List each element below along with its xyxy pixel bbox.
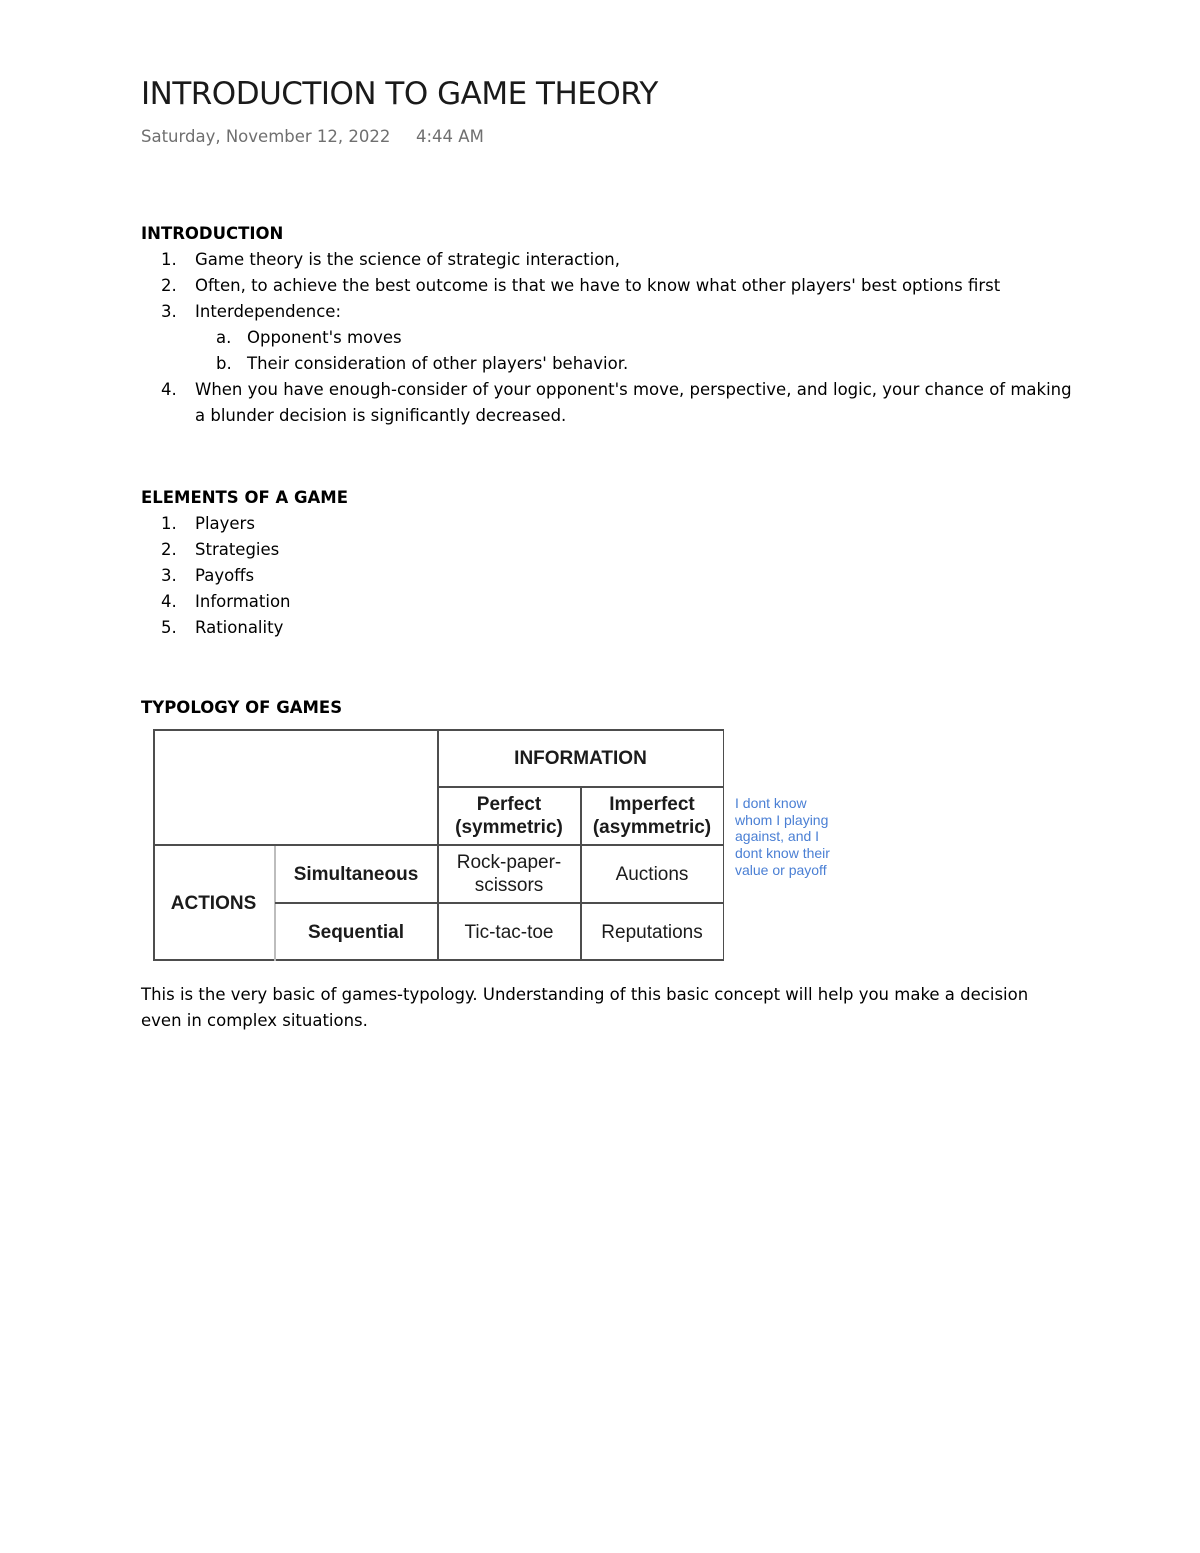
typology-heading: TYPOLOGY OF GAMES [141, 698, 343, 717]
list-number: 4. [161, 592, 177, 611]
interdependence-sublist [195, 325, 1081, 377]
header-imperfect: Imperfect (asymmetric) [592, 794, 712, 838]
list-item [141, 377, 1081, 429]
list-item [141, 273, 1081, 299]
summary-paragraph [141, 982, 1041, 1034]
header-information: INFORMATION [514, 747, 647, 769]
list-item [141, 589, 1081, 615]
list-number: 3. [161, 566, 177, 585]
header-perfect: Perfect (symmetric) [455, 794, 563, 838]
sublist-letter: a. [216, 328, 232, 347]
list-item-text: Payoffs [195, 566, 255, 585]
sublist-item-text: Opponent's moves [247, 328, 402, 347]
cell-auctions: Auctions [615, 863, 689, 885]
cell-rock-paper-scissors: Rock-paper-scissors [456, 852, 562, 896]
page-title: INTRODUCTION TO GAME THEORY [141, 76, 658, 112]
list-number: 4. [161, 380, 177, 399]
introduction-heading: INTRODUCTION [141, 224, 284, 243]
list-item [141, 299, 1081, 377]
list-item-text: Interdependence: [195, 302, 342, 321]
sublist-letter: b. [216, 354, 232, 373]
list-item-text: Strategies [195, 540, 280, 559]
list-item [141, 537, 1081, 563]
typology-table [153, 729, 724, 961]
page-time: 4:44 AM [416, 127, 484, 146]
cell-tic-tac-toe: Tic-tac-toe [464, 921, 554, 943]
sublist-item [195, 325, 1081, 351]
list-number: 1. [161, 250, 177, 269]
list-item-text: When you have enough-consider of your opponent's move, perspective, and logic, your chance of making a blunder decision is significantly decreased. [195, 380, 1072, 425]
typology-section [141, 695, 1081, 721]
list-number: 2. [161, 540, 177, 559]
sublist-item-text: Their consideration of other players' behavior. [247, 354, 629, 373]
list-number: 1. [161, 514, 177, 533]
cell-reputations: Reputations [601, 921, 703, 943]
sublist-item [195, 351, 1081, 377]
elements-heading: ELEMENTS OF A GAME [141, 488, 348, 507]
elements-list [141, 511, 1081, 641]
side-annotation: I dont know whom I playing against, and I dont know their value or payoff [735, 795, 830, 878]
list-item-text: Often, to achieve the best outcome is that we have to know what other players' best options first [195, 276, 1001, 295]
list-number: 3. [161, 302, 177, 321]
introduction-section [141, 221, 1081, 429]
row-sequential: Sequential [307, 921, 405, 943]
elements-section [141, 485, 1081, 641]
list-item-text: Rationality [195, 618, 284, 637]
list-item-text: Game theory is the science of strategic interaction, [195, 250, 620, 269]
list-item-text: Information [195, 592, 291, 611]
list-item [141, 511, 1081, 537]
row-simultaneous: Simultaneous [293, 863, 419, 885]
introduction-list [141, 247, 1081, 429]
list-item [141, 563, 1081, 589]
summary-text: This is the very basic of games-typology. Understanding of this basic concept will help you make a decision even in complex situations. [141, 985, 1029, 1030]
header-actions: ACTIONS [170, 892, 257, 914]
list-item [141, 247, 1081, 273]
list-item-text: Players [195, 514, 255, 533]
list-number: 5. [161, 618, 177, 637]
list-number: 2. [161, 276, 177, 295]
page-date: Saturday, November 12, 2022 [141, 127, 391, 146]
list-item [141, 615, 1081, 641]
